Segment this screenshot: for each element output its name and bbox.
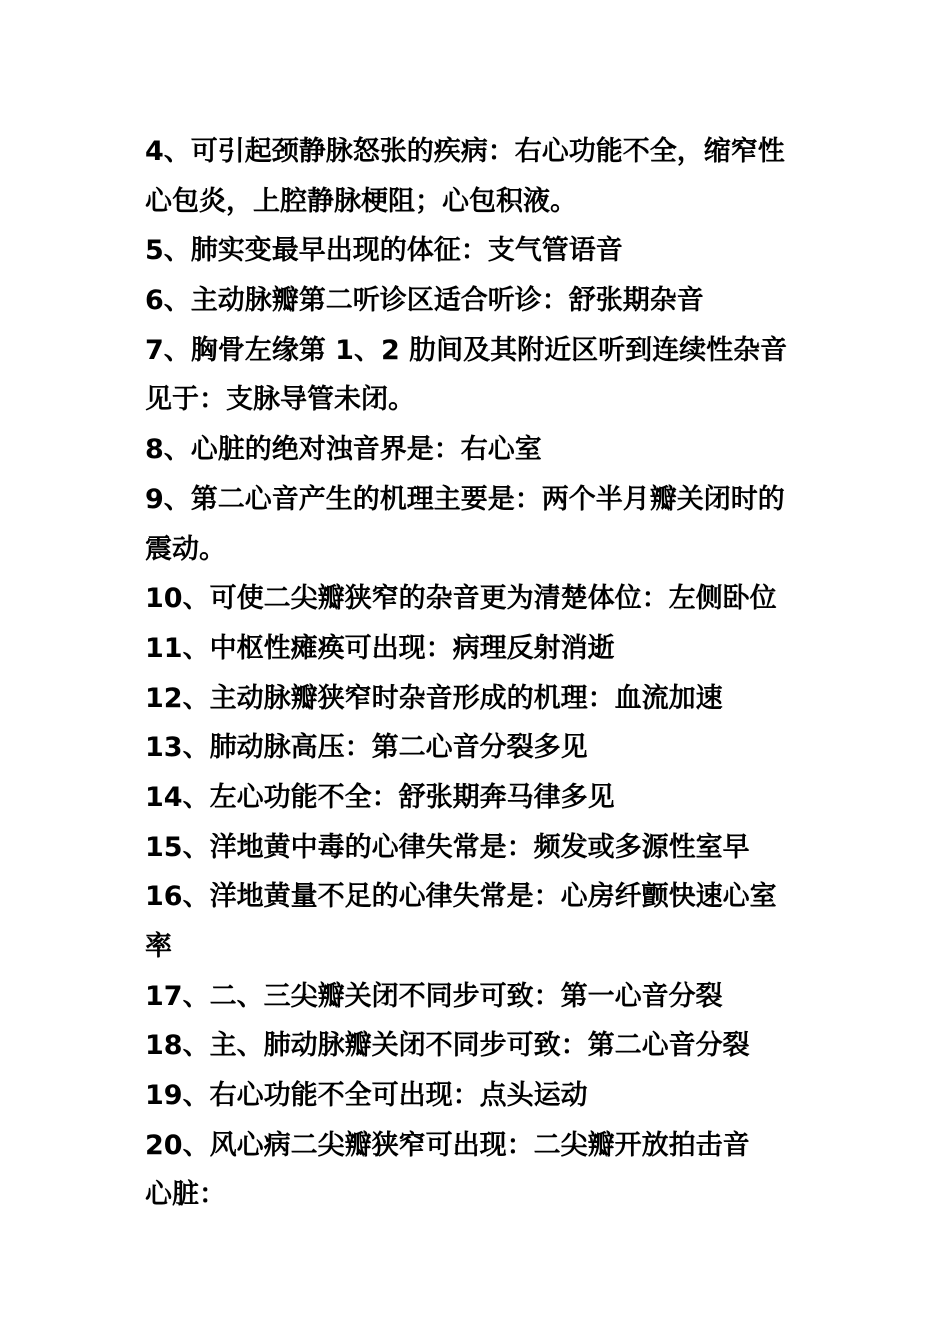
- text-line: 8、心脏的绝对浊音界是：右心室: [145, 434, 542, 466]
- text-line: 5、肺实变最早出现的体征：支气管语音: [145, 235, 623, 267]
- text-line: 18、主、肺动脉瓣关闭不同步可致：第二心音分裂: [145, 1030, 750, 1062]
- text-line: 13、肺动脉高压：第二心音分裂多见: [145, 732, 588, 764]
- text-line: 7、胸骨左缘第 1、2 肋间及其附近区听到连续性杂音: [145, 334, 788, 366]
- text-line: 心脏：: [145, 1179, 226, 1211]
- text-line: 震动。: [145, 533, 226, 565]
- text-line: 心包炎，上腔静脉梗阻；心包积液。: [145, 185, 577, 217]
- text-line: 14、左心功能不全：舒张期奔马律多见: [145, 781, 615, 813]
- text-line: 20、风心病二尖瓣狭窄可出现：二尖瓣开放拍击音: [145, 1129, 750, 1161]
- text-line: 6、主动脉瓣第二听诊区适合听诊：舒张期杂音: [145, 285, 704, 317]
- text-line: 16、洋地黄量不足的心律失常是：心房纤颤快速心室: [145, 881, 777, 913]
- text-line: 见于：支脉导管未闭。: [145, 384, 415, 416]
- text-line: 率: [145, 931, 172, 962]
- text-line: 10、可使二尖瓣狭窄的杂音更为清楚体位：左侧卧位: [145, 583, 777, 615]
- text-line: 4、可引起颈静脉怒张的疾病：右心功能不全，缩窄性: [145, 136, 785, 167]
- document-body: [145, 127, 815, 1220]
- text-line: 15、洋地黄中毒的心律失常是：频发或多源性室早: [145, 831, 750, 863]
- text-line: 17、二、三尖瓣关闭不同步可致：第一心音分裂: [145, 980, 723, 1012]
- text-line: 12、主动脉瓣狭窄时杂音形成的机理：血流加速: [145, 682, 723, 714]
- text-line: 19、右心功能不全可出现：点头运动: [145, 1080, 588, 1112]
- text-line: 11、中枢性瘫痪可出现：病理反射消逝: [145, 632, 615, 664]
- text-line: 9、第二心音产生的机理主要是：两个半月瓣关闭时的: [145, 483, 785, 515]
